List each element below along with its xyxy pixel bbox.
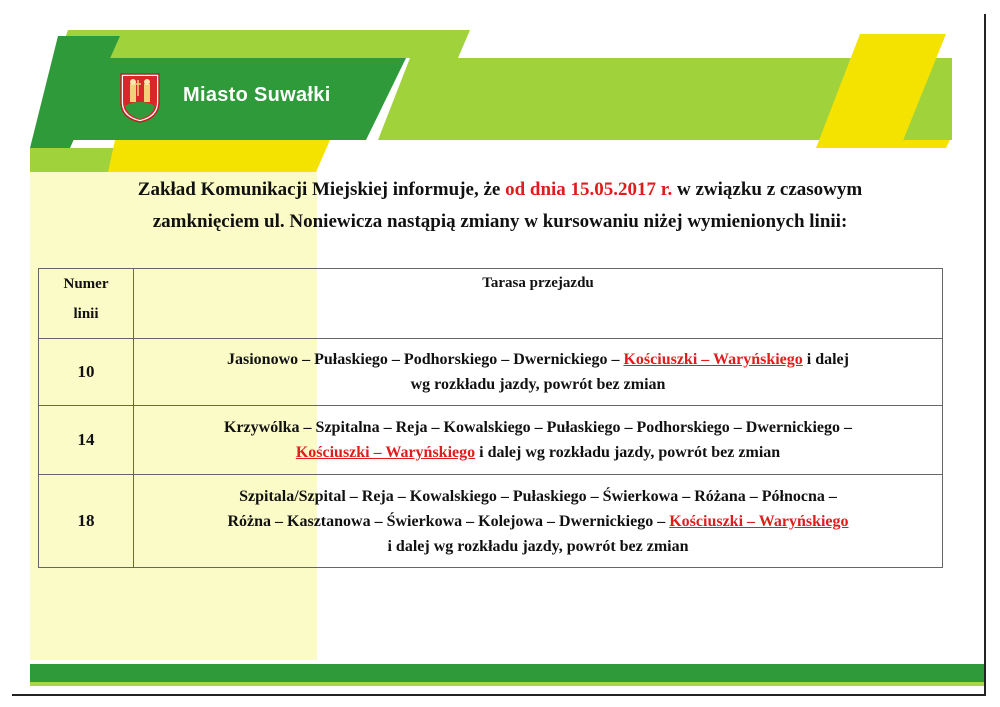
- logo-text: Miasto Suwałki: [183, 84, 331, 106]
- table-row: [39, 475, 943, 568]
- announcement-text-after: w związku z czasowym: [672, 179, 863, 200]
- announcement-text: Zakład Komunikacji Miejskiej informuje, że: [137, 179, 506, 200]
- route-line: Krzywólka – Szpitalna – Reja – Kowalskiego – Pułaskiego – Podhorskiego – Dwernickiego –: [224, 419, 852, 436]
- route-line: [140, 440, 936, 465]
- footer-green-bar: [30, 664, 984, 682]
- column-header-number-line1: Numer: [63, 276, 109, 292]
- footer-light-green-bar: [30, 682, 984, 686]
- route-line: [140, 347, 936, 372]
- announcement-line-2: zamknięciem ul. Noniewicza nastąpią zmiany w kursowaniu niżej wymienionych linii:: [152, 211, 848, 232]
- route-description: [134, 339, 943, 406]
- table-row: [39, 339, 943, 406]
- route-text: Jasionowo – Pułaskiego – Podhorskiego – Dwernickiego –: [227, 351, 624, 368]
- announcement: [20, 174, 980, 238]
- route-highlight: Kościuszki – Waryńskiego: [623, 351, 803, 368]
- route-line: [140, 509, 936, 534]
- suwalki-crest-icon: [118, 72, 162, 124]
- route-highlight: Kościuszki – Waryńskiego: [295, 444, 476, 461]
- column-header-number-line2: linii: [73, 306, 99, 322]
- route-description: [134, 406, 943, 475]
- banner-yellow-left: [108, 140, 330, 172]
- banner-yellow-right-base: [816, 140, 950, 148]
- route-line: i dalej wg rozkładu jazdy, powrót bez zmian: [387, 537, 689, 555]
- route-description: [134, 475, 943, 568]
- banner-light-green-top: [58, 30, 470, 58]
- table-header-row: [39, 269, 943, 339]
- announcement-date: od dnia 15.05.2017 r.: [505, 179, 673, 200]
- line-number: 10: [39, 339, 134, 406]
- column-header-route: Tarasa przejazdu: [134, 269, 943, 339]
- route-text: Różna – Kasztanowa – Świerkowa – Kolejowa – Dwernickiego –: [227, 512, 670, 530]
- route-highlight: Kościuszki – Waryńskiego: [669, 512, 849, 530]
- route-line: Szpitala/Szpital – Reja – Kowalskiego – Pułaskiego – Świerkowa – Różana – Północna –: [239, 487, 837, 505]
- route-text: i dalej: [802, 351, 849, 368]
- announcement-line-1: [20, 174, 980, 206]
- banner-light-green-lower: [30, 148, 115, 172]
- route-text: i dalej wg rozkładu jazdy, powrót bez zmian: [475, 444, 781, 461]
- table-row: [39, 406, 943, 475]
- column-header-number: [39, 269, 134, 339]
- route-line: wg rozkładu jazdy, powrót bez zmian: [410, 376, 666, 393]
- line-number: 18: [39, 475, 134, 568]
- routes-table: [38, 268, 943, 568]
- line-number: 14: [39, 406, 134, 475]
